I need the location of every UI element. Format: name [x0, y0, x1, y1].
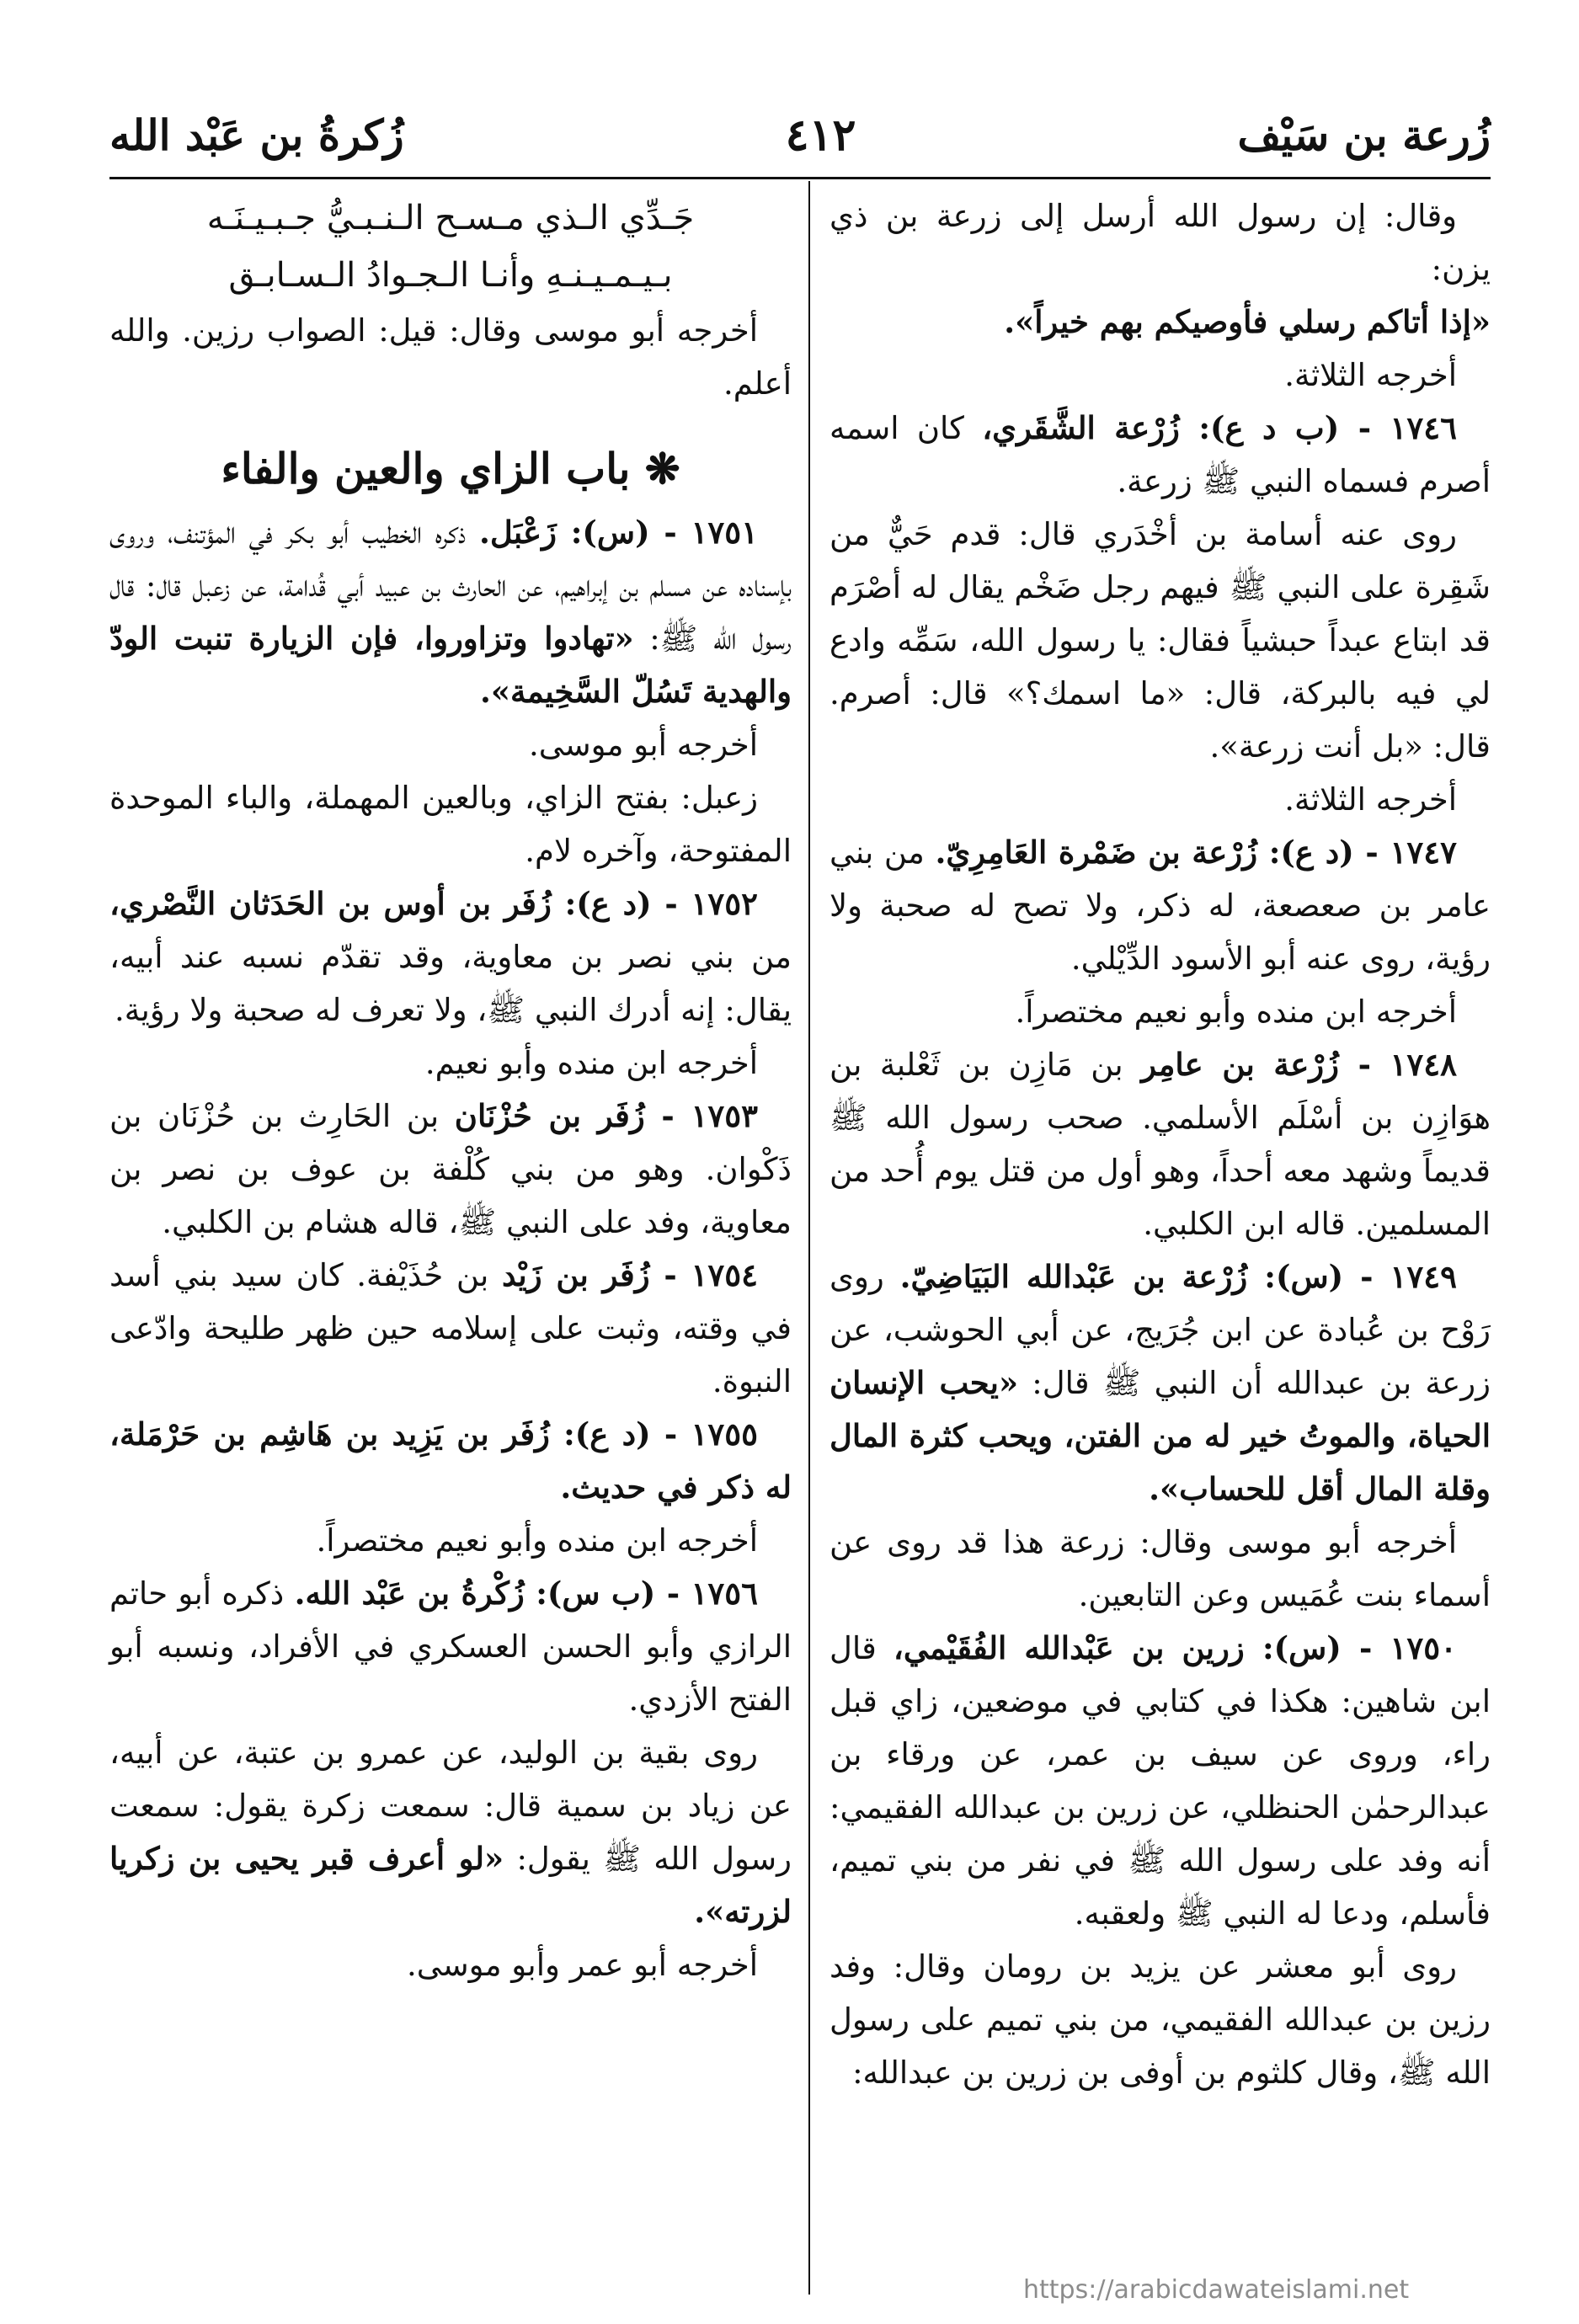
entry-heading: ١٧٤٦ - (ب د ع): زُرْعة الشَّقَري، — [982, 409, 1457, 446]
paragraph: زعبل: بفتح الزاي، وبالعين المهملة، والباء الموحدة المفتوحة، وآخره لام. — [109, 780, 792, 869]
entry-heading: ١٧٥١ - (س): زَعْبَل. — [478, 514, 758, 551]
entry-heading: ١٧٥٤ - زُفَر بن زَيْد — [502, 1256, 758, 1293]
header-rule — [109, 177, 1491, 179]
watermark-url: https://arabicdawateislami.net — [1023, 2275, 1410, 2305]
entry-1753: ١٧٥٣ - زُفَر بن حُزْنَان بن الحَارِث بن حُزْنَان بن ذَكْوان. وهو من بني كُلْفة بن عوف بن نصر بن معاوية، وفد على النبي ﷺ، قاله هشام بن الكلبي. — [109, 1097, 792, 1240]
left-column — [109, 189, 792, 1991]
paragraph: أخرجه أبو عمر وأبو موسى. — [407, 1947, 758, 1983]
entry-heading: ١٧٥٥ - (د ع): زُفَر بن يَزِيد بن هَاشِم بن حَرْمَلة، — [109, 1415, 758, 1452]
paragraph: أخرجه الثلاثة. — [1284, 781, 1457, 818]
entry-1749: ١٧٤٩ - (س): زُرْعة بن عَبْدالله البَيَاضِيّ. روى رَوْح بن عُبادة عن ابن جُرَيج، عن أبي الحوشب، عن زرعة بن عبدالله أن النبي ﷺ قال: «يحب الإنسان الحياة، والموتُ خير له من الفتن، ويحب كثرة المال وقلة المال أقل للحساب». — [830, 1258, 1491, 1507]
paragraph: أخرجه ابن منده وأبو نعيم مختصراً. — [316, 1522, 758, 1559]
entry-1750: ١٧٥٠ - (س): زرين بن عَبْدالله الفُقَيْمي، قال ابن شاهين: هكذا في كتابي في موضعين، زاي قبل راء، وروى عن سيف بن عمر، عن ورقاء بن عبدالرحمٰن الحنظلي، عن زرين بن عبدالله الفقيمي: أنه وفد على رسول الله ﷺ في نفر من بني تميم، فأسلم، ودعا له النبي ﷺ ولعقبه. — [830, 1629, 1491, 1932]
entry-1754: ١٧٥٤ - زُفَر بن زَيْد بن حُذَيْفة. كان سيد بني أسد في وقته، وثبت على إسلامه حين ظهر طليحة وادّعى النبوة. — [109, 1256, 792, 1399]
entry-1747: ١٧٤٧ - (د ع): زُرْعة بن ضَمْرة العَامِرِيّ. من بني عامر بن صعصعة، له ذكر، ولا تصح له صحبة ولا رؤية، روى عنه أبو الأسود الدِّيْلي. — [830, 834, 1491, 977]
paragraph: أخرجه أبو موسى. — [528, 727, 758, 763]
paragraph: وقال: إن رسول الله أرسل إلى زرعة بن ذي يزن: — [830, 198, 1491, 287]
hadith-quote: «يحب الإنسان الحياة، والموتُ خير له من الفتن، ويحب كثرة المال وقلة المال أقل للحساب». — [830, 1364, 1491, 1507]
entry-1752: ١٧٥٢ - (د ع): زُفَر بن أوس بن الحَدَثان النَّصْري، من بني نصر بن معاوية، وقد تقدّم نسبه عند أبيه، يقال: إنه أدرك النبي ﷺ، ولا تعرف له صحبة ولا رؤية. — [109, 885, 792, 1028]
paragraph: أخرجه ابن منده وأبو نعيم مختصراً. — [1015, 994, 1457, 1030]
paragraph: أخرجه أبو موسى وقال: زرعة هذا قد روى عن أسماء بنت عُمَيس وعن التابعين. — [830, 1524, 1491, 1613]
chapter-heading: ❋ باب الزاي والعين والفاء — [221, 444, 680, 493]
entry-heading: ١٧٥٦ - (ب س): زُكْرةُ بن عَبْد الله. — [294, 1575, 758, 1612]
page-number: ٤١٢ — [785, 109, 856, 161]
hadith-quote: «تهادوا وتزاوروا، فإن الزيارة تنبت الودّ والهدية تَسُلّ السَّخِيمة». — [109, 620, 792, 710]
paragraph: أخرجه الثلاثة. — [1284, 357, 1457, 393]
entry-1748: ١٧٤٨ - زُرْعة بن عامِر بن مَازِن بن ثَعْلبة بن هوَازِن بن أسْلَم الأسلمي. صحب رسول الله ﷺ قديماً وشهد معه أحداً، وهو أول من قتل يوم أُحد من المسلمين. قاله ابن الكلبي. — [830, 1046, 1491, 1242]
paragraph: روى أبو معشر عن يزيد بن رومان وقال: وفد رزين بن عبدالله الفقيمي، من بني تميم على رسول الله ﷺ، وقال كلثوم بن أوفى بن زرين بن عبدالله: — [830, 1948, 1491, 2091]
entry-heading: ١٧٤٩ - (س): زُرْعة بن عَبْدالله البَيَاضِيّ. — [899, 1258, 1457, 1295]
verse-line: بـيـمـيـنـهِ وأنـا الـجـوادُ الـسـابـق — [228, 256, 673, 295]
right-column — [830, 189, 1491, 2099]
entry-heading: ١٧٥٠ - (س): زرين بن عَبْدالله الفُقَيْمي، — [893, 1629, 1457, 1666]
paragraph: روى عنه أسامة بن أخْدَري قال: قدم حَيٌّ من شَقِرة على النبي ﷺ فيهم رجل ضَخْم يقال له أصْرَم قد ابتاع عبداً حبشياً فقال: يا رسول الله، سَمِّه وادع لي فيه بالبركة، قال: «ما اسمك؟» قال: أصرم. قال: «بل أنت زرعة». — [830, 516, 1491, 765]
page-header — [109, 101, 1491, 168]
entry-1756: ١٧٥٦ - (ب س): زُكْرةُ بن عَبْد الله. ذكره أبو حاتم الرازي وأبو الحسن العسكري في الأفراد، ونسبه أبو الفتح الأزدي. — [109, 1575, 792, 1718]
verse-line: جَـدِّي الـذي مـسـح الـنـبـيُّ جـبـيـنَـه — [206, 199, 695, 237]
quote: «إذا أتاكم رسلي فأوصيكم بهم خيراً». — [1004, 303, 1491, 340]
hadith-quote: «لو أعرف قبر يحيى بن زكريا لزرته». — [109, 1840, 792, 1930]
paragraph: أخرجه ابن منده وأبو نعيم. — [424, 1045, 758, 1081]
entry-heading: ١٧٤٨ - زُرْعة بن عامِر — [1141, 1046, 1457, 1083]
entry-1751: ١٧٥١ - (س): زَعْبَل. ذكره الخطيب أبو بكر في المؤتنف، وروى بإسناده عن مسلم بن إبراهيم، عن الحارث بن عبيد أبي قُدامة، عن زعبل قال: قال رسول الله ﷺ: «تهادوا وتزاوروا، فإن الزيارة تنبت الودّ والهدية تَسُلّ السَّخِيمة». — [109, 514, 792, 710]
entry-heading: ١٧٤٧ - (د ع): زُرْعة بن ضَمْرة العَامِرِيّ. — [935, 834, 1457, 871]
column-divider — [808, 181, 810, 2295]
paragraph: روى بقية بن الوليد، عن عمرو بن عتبة، عن أبيه، عن زياد بن سمية قال: سمعت زكرة يقول: سمعت رسول الله ﷺ يقول: «لو أعرف قبر يحيى بن زكريا لزرته». — [109, 1735, 792, 1930]
running-title-right: زُرعة بن سَيْف — [1237, 109, 1491, 160]
entry-heading: ١٧٥٢ - (د ع): زُفَر بن أوس بن الحَدَثان النَّصْري، — [109, 885, 758, 922]
entry-heading: ١٧٥٣ - زُفَر بن حُزْنَان — [454, 1097, 758, 1134]
entry-1746: ١٧٤٦ - (ب د ع): زُرْعة الشَّقَري، كان اسمه أصرم فسماه النبي ﷺ زرعة. — [830, 409, 1491, 499]
running-title-left: زُكرةُ بن عَبْد الله — [109, 109, 404, 160]
entry-1755: ١٧٥٥ - (د ع): زُفَر بن يَزِيد بن هَاشِم بن حَرْمَلة، له ذكر في حديث. — [109, 1415, 792, 1506]
paragraph: أخرجه أبو موسى وقال: قيل: الصواب رزين. والله أعلم. — [109, 312, 792, 402]
